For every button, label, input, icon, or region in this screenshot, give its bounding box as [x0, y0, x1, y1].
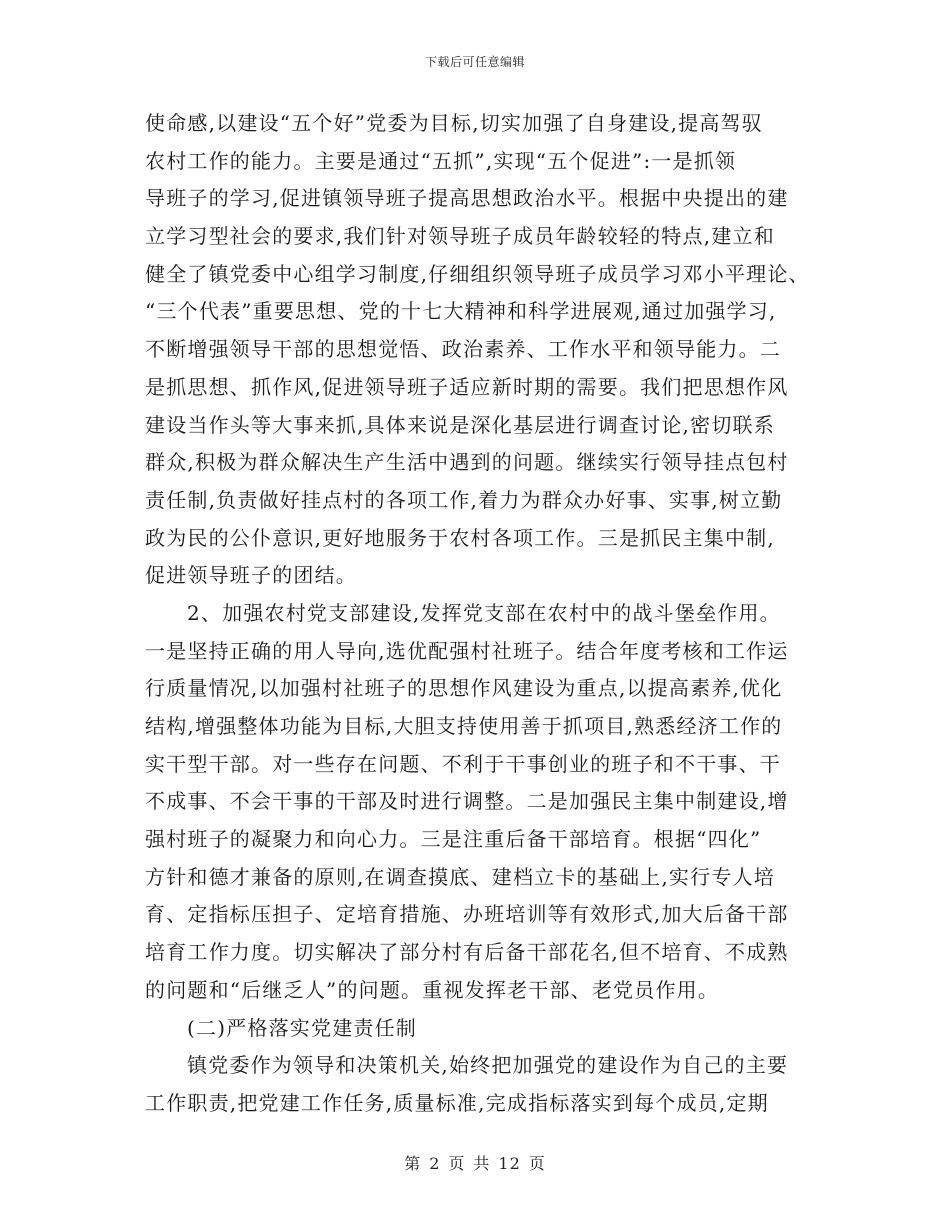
paragraph-line: 育、定指标压担子、定培育措施、办班培训等有效形式,加大后备干部	[145, 902, 789, 927]
section-heading: 2、加强农村党支部建设,发挥党支部在农村中的战斗堡垒作用。	[187, 600, 781, 625]
paragraph-line: 立学习型社会的要求,我们针对领导班子成员年龄较轻的特点,建立和	[145, 224, 775, 249]
document-body	[145, 105, 810, 1123]
paragraph-line: 实干型干部。对一些存在问题、不利于干事创业的班子和不干事、干	[145, 751, 781, 776]
paragraph-line: 农村工作的能力。主要是通过“五抓”,实现“五个促进”:一是抓领	[145, 148, 737, 173]
paragraph-line: 促进领导班子的团结。	[145, 563, 357, 588]
total-pages: 12	[498, 1154, 521, 1173]
page-label: 页	[448, 1154, 466, 1173]
paragraph-line: 导班子的学习,促进镇领导班子提高思想政治水平。根据中央提出的建	[145, 186, 789, 211]
current-page: 2	[429, 1154, 441, 1173]
section-heading: (二)严格落实党建责任制	[187, 1015, 418, 1040]
paragraph-line: 使命感,以建设“五个好”党委为目标,切实加强了自身建设,提高驾驭	[145, 111, 763, 135]
page-number	[0, 1151, 950, 1174]
paragraph-line: 一是坚持正确的用人导向,选优配强村社班子。结合年度考核和工作运	[145, 638, 789, 663]
paragraph-line: 责任制,负责做好挂点村的各项工作,着力为群众办好事、实事,树立勤	[145, 487, 783, 512]
paragraph-line: 镇党委作为领导和决策机关,始终把加强党的建设作为自己的主要	[187, 1053, 789, 1078]
paragraph-line: 方针和德才兼备的原则,在调查摸底、建档立卡的基础上,实行专人培	[145, 864, 775, 889]
paragraph-line: 是抓思想、抓作风,促进领导班子适应新时期的需要。我们把思想作风	[145, 374, 789, 399]
total-label: 共	[473, 1154, 491, 1173]
paragraph-line: 的问题和“后继乏人”的问题。重视发挥老干部、老党员作用。	[145, 977, 720, 1002]
paragraph-line: 政为民的公仆意识,更好地服务于农村各项工作。三是抓民主集中制,	[145, 525, 775, 550]
page-suffix: 页	[528, 1154, 546, 1173]
header-note: 下载后可任意编辑	[424, 55, 525, 69]
paragraph-line: 行质量情况,以加强村社班子的思想作风建设为重点,以提高素养,优化	[145, 676, 783, 701]
paragraph-line: 建设当作头等大事来抓,具体来说是深化基层进行调查讨论,密切联系	[145, 412, 775, 437]
paragraph-line: 强村班子的凝聚力和向心力。三是注重后备干部培育。根据“四化”	[145, 827, 762, 852]
paragraph-line: 不断增强领导干部的思想觉悟、政治素养、工作水平和领导能力。二	[145, 337, 781, 362]
paragraph-line: 培育工作力度。切实解决了部分村有后备干部花名,但不培育、不成熟	[145, 940, 789, 965]
paragraph-line: 群众,积极为群众解决生产生活中遇到的问题。继续实行领导挂点包村	[145, 450, 789, 475]
paragraph-line: 健全了镇党委中心组学习制度,仔细组织领导班子成员学习邓小平理论、	[145, 261, 810, 286]
paragraph-line: 不成事、不会干事的干部及时进行调整。二是加强民主集中制建设,增	[145, 789, 789, 814]
paragraph-line: 工作职责,把党建工作任务,质量标准,完成指标落实到每个成员,定期	[145, 1090, 769, 1115]
paragraph-line: 结构,增强整体功能为目标,大胆支持使用善于抓项目,熟悉经济工作的	[145, 714, 783, 738]
page-prefix: 第	[404, 1154, 422, 1173]
paragraph-line: “三个代表”重要思想、党的十七大精神和科学进展观,通过加强学习,	[145, 299, 777, 324]
